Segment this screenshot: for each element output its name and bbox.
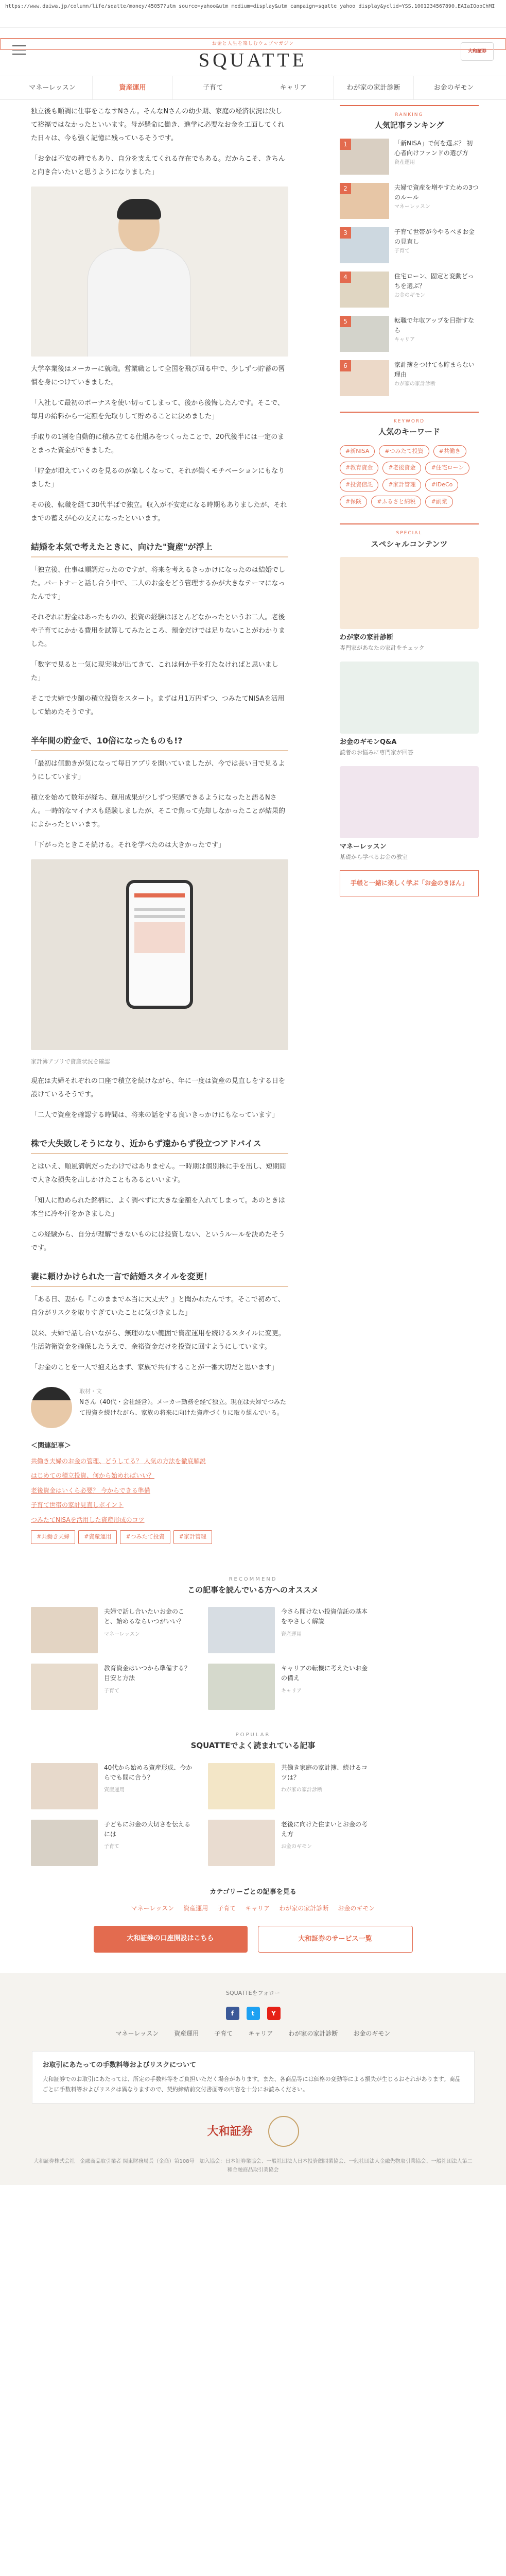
- popular-title: SQUATTEでよく読まれている記事: [190, 1741, 316, 1751]
- ranking-item[interactable]: [340, 272, 479, 308]
- article-main: [31, 105, 288, 1554]
- nav-item[interactable]: 子育て: [173, 76, 253, 99]
- article-paragraph: 「下がったときこそ続ける。それを学べたのは大きかったです」: [31, 841, 225, 849]
- recommend-heading: [0, 1575, 506, 1597]
- article-paragraph: 「ある日、妻から『このままで本当に大丈夫？』と聞かれたんです。そこで初めて、自分がリスクを取りすぎていたことに気づきました」: [31, 1296, 285, 1317]
- article-paragraph: 「数字で見ると一気に現実味が出てきて、これは何か手を打たなければと思いました」: [31, 661, 278, 682]
- special-item-title: お金のギモンQ&A: [340, 738, 397, 746]
- ranking-item-title: 子育て世帯が今やるべきお金の見直し: [394, 228, 475, 245]
- card-title: 教育資金はいつから準備する？ 目安と方法: [104, 1665, 191, 1682]
- nav-item[interactable]: お金のギモン: [433, 84, 474, 92]
- nav-item[interactable]: 資産運用: [93, 76, 173, 99]
- ranking-item-category: キャリア: [394, 337, 415, 343]
- ranking-item-title: 住宅ローン、固定と変動どっちを選ぶ？: [394, 272, 474, 290]
- services-button[interactable]: 大和証券のサービス一覧: [258, 1926, 413, 1953]
- site-logo[interactable]: [0, 38, 506, 72]
- article-paragraph: 「お金は不安の種でもあり、自分を支えてくれる存在でもある。だからこそ、きちんと向き合いたいと思うようになりました」: [31, 155, 285, 176]
- article-paragraph: 大学卒業後はメーカーに就職。営業職として全国を飛び回る中で、少しずつ貯蓄の習慣を身につけていきました。: [31, 365, 285, 386]
- popular-card[interactable]: [31, 1763, 196, 1809]
- author-avatar: [31, 1387, 72, 1428]
- keyword-box: [340, 412, 479, 509]
- special-item-title: わが家の家計診断: [340, 634, 394, 642]
- ranking-item-title: 転職で年収アップを目指すなら: [394, 316, 475, 334]
- rank-number: 5: [340, 316, 351, 327]
- tag-chip[interactable]: #つみたて投資: [120, 1530, 170, 1544]
- card-category: 子育て: [104, 1844, 119, 1850]
- ranking-item[interactable]: [340, 360, 479, 396]
- nav-item[interactable]: キャリア: [253, 76, 334, 99]
- card-title: 子どもにお金の大切さを伝えるには: [104, 1820, 191, 1838]
- article-paragraph: 現在は夫婦それぞれの口座で積立を続けながら、年に一度は資産の見直しをする日を設けているそうです。: [31, 1077, 286, 1098]
- keyword-chip[interactable]: #保険: [340, 496, 367, 509]
- article-paragraph: 「独立後、仕事は順調だったのですが、将来を考えるきっかけになったのは結婚でした。パートナーと話し合う中で、二人のお金をどう管理するかが大きなテーマになったんです」: [31, 566, 286, 601]
- footer-nav: [0, 2028, 506, 2039]
- ranking-item[interactable]: [340, 316, 479, 352]
- card-title: 今さら聞けない投資信託の基本をやさしく解説: [281, 1608, 368, 1625]
- keyword-chip[interactable]: #副業: [425, 496, 452, 509]
- keyword-chip[interactable]: #老後資金: [382, 462, 421, 474]
- related-title: ＜関連記事＞: [31, 1442, 72, 1450]
- company-logo[interactable]: 大和証券: [207, 2125, 253, 2138]
- article-photo: [31, 187, 288, 357]
- keyword-chip[interactable]: #投資信託: [340, 479, 378, 492]
- nav-item[interactable]: わが家の家計診断: [334, 76, 414, 99]
- rank-number: 1: [340, 139, 351, 150]
- card-title: キャリアの転機に考えたいお金の備え: [281, 1665, 368, 1682]
- article-paragraph: 積立を始めて数年が経ち、運用成果が少しずつ実感できるようになったと語るNさん。一時的なマイナスも経験しましたが、そこで焦って売却しなかったことが結果的によかったといいます。: [31, 794, 286, 828]
- card-category: わが家の家計診断: [281, 1787, 322, 1793]
- footer-nav-item[interactable]: マネーレッスン: [115, 2030, 159, 2037]
- rank-number: 4: [340, 272, 351, 283]
- photo-caption: 家計簿アプリで資産状況を確認: [31, 1058, 110, 1065]
- logo-tagline: お金と人生を楽しむウェブマガジン: [0, 38, 506, 50]
- special-en: SPECIAL: [396, 531, 423, 536]
- award-badge-icon: [268, 2116, 299, 2147]
- special-item[interactable]: [340, 766, 479, 862]
- keyword-chip[interactable]: #iDeCo: [425, 479, 458, 492]
- article-paragraph: 「知人に勧められた銘柄に、よく調べずに大きな金額を入れてしまって。あのときは本当に冷や汗をかきました」: [31, 1197, 285, 1218]
- copyright: 大和証券株式会社 金融商品取引業者 関東財務局長（金商）第108号 加入協会：日本証券業協会、一般社団法人日本投資顧問業協会、一般社団法人金融先物取引業協会、一般社団法人第二種金融商品取引業協会: [33, 2159, 473, 2174]
- ranking-box: [340, 105, 479, 396]
- section-heading: 株で大失敗しそうになり、近からず遠からず役立つアドバイス: [31, 1138, 288, 1154]
- rank-number: 2: [340, 183, 351, 194]
- ranking-item-category: マネーレッスン: [394, 204, 430, 210]
- card-category: 資産運用: [281, 1631, 302, 1637]
- card-title: 共働き家庭の家計簿、続けるコツは？: [281, 1764, 368, 1781]
- risk-notice-title: お取引にあたっての手数料等およびリスクについて: [42, 2061, 196, 2070]
- tag-chip[interactable]: #共働き夫婦: [31, 1530, 75, 1544]
- popular-list: [0, 1763, 506, 1866]
- popular-heading: [0, 1731, 506, 1753]
- facebook-icon[interactable]: f: [226, 2007, 239, 2020]
- keyword-chip[interactable]: #ふるさと納税: [371, 496, 421, 509]
- related-link[interactable]: 子育て世帯の家計見直しポイント: [31, 1501, 124, 1509]
- category-more-title: カテゴリーごとの記事を見る: [210, 1888, 296, 1896]
- category-link[interactable]: わが家の家計診断: [279, 1904, 329, 1912]
- article-paragraph: 「最初は値動きが気になって毎日アプリを開いていましたが、今では長い目で見るようにしています」: [31, 760, 285, 781]
- recommend-list: [0, 1607, 506, 1710]
- ranking-item-title: 家計簿をつけても貯まらない理由: [394, 361, 475, 378]
- article-paragraph: 独立後も順調に仕事をこなすNさん。そんなNさんの幼少期、家庭の経済状況は決して裕福ではなかったといいます。母が懸命に働き、進学に必要なお金を工面してくれた日々は、今も強く記憶に残っているそうです。: [31, 108, 285, 142]
- site-header: [0, 28, 506, 76]
- popular-en: POPULAR: [235, 1732, 271, 1738]
- author-box: [31, 1387, 288, 1428]
- card-category: お金のギモン: [281, 1844, 312, 1850]
- recommend-card[interactable]: [208, 1607, 373, 1653]
- keyword-chip[interactable]: #新NISA: [340, 445, 375, 458]
- footer-nav-item[interactable]: キャリア: [248, 2030, 273, 2037]
- footer-nav-item[interactable]: 資産運用: [174, 2030, 199, 2037]
- article-paragraph: 「お金のことを一人で抱え込まず、家族で共有することが一番大切だと思います」: [31, 1364, 278, 1371]
- category-link[interactable]: キャリア: [245, 1904, 270, 1912]
- article-paragraph: 「貯金が増えていくのを見るのが楽しくなって、それが働くモチベーションにもなりました」: [31, 467, 285, 488]
- article-paragraph: その後、転職を経て30代半ばで独立。収入が不安定になる時期もありましたが、それまでの蓄えが心の支えになったといいます。: [31, 501, 287, 522]
- tag-chip[interactable]: #資産運用: [78, 1530, 117, 1544]
- related-link[interactable]: 共働き夫婦のお金の管理、どうしてる？ 人気の方法を徹底解説: [31, 1458, 206, 1465]
- category-link[interactable]: マネーレッスン: [131, 1904, 175, 1912]
- category-more: [94, 1887, 413, 1953]
- special-banner[interactable]: 手帳と一緒に楽しく学ぶ「お金のきほん」: [340, 870, 479, 896]
- follow-label: SQUATTEをフォロー: [225, 1990, 280, 1997]
- special-box: [340, 523, 479, 896]
- article-paragraph: この経験から、自分が理解できないものには投資しない、というルールを決めたそうです。: [31, 1231, 285, 1252]
- keyword-title: 人気のキーワード: [378, 427, 440, 437]
- sidebar: [340, 105, 479, 1554]
- ranking-item[interactable]: [340, 227, 479, 263]
- popular-card[interactable]: [208, 1763, 373, 1809]
- special-item[interactable]: [340, 557, 479, 653]
- section-heading: 結婚を本気で考えたときに、向けた"資産"が浮上: [31, 541, 288, 557]
- article-paragraph: それぞれに貯金はあったものの、投資の経験はほとんどなかったというお二人。老後や子育てにかかる費用を試算してみたところ、預金だけでは足りないことがわかりました。: [31, 614, 286, 648]
- browser-url-bar[interactable]: https://www.daiwa.jp/column/life/sqatte/money/45057?utm_source=yahoo&utm_medium=display&utm_campaign=sqatte_yahoo_display&yclid=YSS.1001234567890.EAIaIQobChMI: [0, 0, 506, 28]
- ranking-item-category: わが家の家計診断: [394, 381, 435, 387]
- special-title: スペシャルコンテンツ: [371, 539, 448, 549]
- article-paragraph: 以来、夫婦で話し合いながら、無理のない範囲で資産運用を続けるスタイルに変更。生活防衛資金を確保したうえで、余裕資金だけを投資に回すようにしています。: [31, 1330, 285, 1351]
- category-nav: [0, 76, 506, 100]
- section-heading: 妻に頼けかけられた一言で結婚スタイルを変更！: [31, 1270, 288, 1287]
- tag-chip[interactable]: #家計管理: [173, 1530, 212, 1544]
- card-category: キャリア: [281, 1688, 302, 1694]
- footer-nav-item[interactable]: 子育て: [214, 2030, 233, 2037]
- special-item[interactable]: [340, 662, 479, 758]
- popular-card[interactable]: [208, 1820, 373, 1866]
- article-paragraph: 手取りの1割を自動的に積み立てる仕組みをつくったことで、20代後半には一定のまとまった資金ができました。: [31, 433, 285, 454]
- category-link[interactable]: 資産運用: [183, 1904, 208, 1912]
- article-paragraph: そこで夫婦で少額の積立投資をスタート。まずは月1万円ずつ、つみたてNISAを活用して始めたそうです。: [31, 695, 285, 716]
- risk-notice-text: 大和証券でのお取引にあたっては、所定の手数料等をご負担いただく場合があります。また、各商品等には価格の変動等による損失が生じるおそれがあります。商品ごとに手数料等およびリスクは異なりますので、契約締結前交付書面等の内容を十分にお読みください。: [42, 2076, 461, 2093]
- special-item-desc: 読者のお悩みに専門家が回答: [340, 749, 413, 756]
- article-tags: [31, 1530, 288, 1544]
- ranking-item-category: 子育て: [394, 248, 410, 255]
- keyword-en: KEYWORD: [393, 418, 425, 424]
- author-label: 取材・文: [79, 1388, 102, 1395]
- keyword-chip[interactable]: #住宅ローン: [425, 462, 469, 474]
- site-footer: [0, 1973, 506, 2185]
- ranking-item-title: 「新NISA」で何を選ぶ？ 初心者向けファンドの選び方: [394, 139, 473, 157]
- related-link[interactable]: はじめての積立投資、何から始めればいい？: [31, 1472, 155, 1480]
- popular-card[interactable]: [31, 1820, 196, 1866]
- special-item-title: マネーレッスン: [340, 842, 387, 851]
- footer-nav-item[interactable]: お金のギモン: [353, 2030, 391, 2037]
- keyword-chip[interactable]: #つみたて投資: [379, 445, 429, 458]
- ranking-item[interactable]: [340, 183, 479, 219]
- ranking-en: RANKING: [395, 112, 424, 117]
- youtube-icon[interactable]: Y: [267, 2007, 281, 2020]
- card-title: 40代から始める資産形成、今からでも間に合う？: [104, 1764, 193, 1781]
- related-link[interactable]: つみたてNISAを活用した資産形成のコツ: [31, 1516, 145, 1523]
- author-bio: Nさん（40代・会社経営）。メーカー勤務を経て独立。現在は夫婦でつみたて投資を続けながら、家族の将来に向けた資産づくりに取り組んでいる。: [79, 1398, 287, 1417]
- sns-links: [0, 2007, 506, 2020]
- twitter-icon[interactable]: t: [247, 2007, 260, 2020]
- nav-item[interactable]: マネーレッスン: [12, 76, 93, 99]
- card-category: 子育て: [104, 1688, 119, 1694]
- article-paragraph: 「二人で資産を確認する時間は、将来の話をする良いきっかけにもなっています」: [31, 1111, 279, 1119]
- special-item-desc: 専門家があなたの家計をチェック: [340, 645, 425, 652]
- special-item-desc: 基礎から学べるお金の教室: [340, 853, 408, 860]
- recommend-card[interactable]: [208, 1664, 373, 1710]
- recommend-card[interactable]: [31, 1607, 196, 1653]
- ranking-title: 人気記事ランキング: [374, 121, 444, 130]
- recommend-en: RECOMMEND: [229, 1576, 277, 1582]
- recommend-card[interactable]: [31, 1664, 196, 1710]
- section-heading: 半年間の貯金で、10倍になったものも!?: [31, 735, 288, 751]
- open-account-button[interactable]: 大和証券の口座開設はこちら: [94, 1926, 248, 1953]
- footer-nav-item[interactable]: わが家の家計診断: [288, 2030, 338, 2037]
- ranking-item[interactable]: [340, 139, 479, 175]
- rank-number: 3: [340, 227, 351, 239]
- card-title: 夫婦で話し合いたいお金のこと、始めるならいつがいい？: [104, 1608, 185, 1625]
- recommend-title: この記事を読んでいる方へのオススメ: [187, 1585, 319, 1595]
- logo-text: SQUATTE: [199, 49, 307, 72]
- ranking-item-category: 資産運用: [394, 160, 415, 166]
- related-link[interactable]: 老後資金はいくら必要？ 今からできる準備: [31, 1486, 150, 1494]
- article-paragraph: 「入社して最初のボーナスを使い切ってしまって、後から後悔したんです。そこで、毎月の給料から一定額を先取りして貯めることに決めました」: [31, 399, 284, 420]
- sponsor-logo[interactable]: 大和証券: [461, 42, 494, 61]
- keyword-chip[interactable]: #家計管理: [382, 479, 421, 492]
- card-title: 老後に向けた住まいとお金の考え方: [281, 1820, 368, 1838]
- article-paragraph: とはいえ、順風満帆だったわけではありません。一時期は個別株に手を出し、短期間で大きな損失を出しかけたこともあるといいます。: [31, 1163, 286, 1184]
- card-category: マネーレッスン: [104, 1631, 140, 1637]
- article-photo-phone: [31, 859, 288, 1050]
- ranking-item-title: 夫婦で資産を増やすための3つのルール: [394, 183, 479, 201]
- rank-number: 6: [340, 360, 351, 371]
- risk-notice: [32, 2051, 475, 2104]
- category-link[interactable]: お金のギモン: [338, 1904, 375, 1912]
- card-category: 資産運用: [104, 1787, 125, 1793]
- category-link[interactable]: 子育て: [217, 1904, 236, 1912]
- ranking-item-category: お金のギモン: [394, 293, 425, 299]
- keyword-chip[interactable]: #教育資金: [340, 462, 378, 474]
- keyword-chip[interactable]: #共働き: [433, 445, 466, 458]
